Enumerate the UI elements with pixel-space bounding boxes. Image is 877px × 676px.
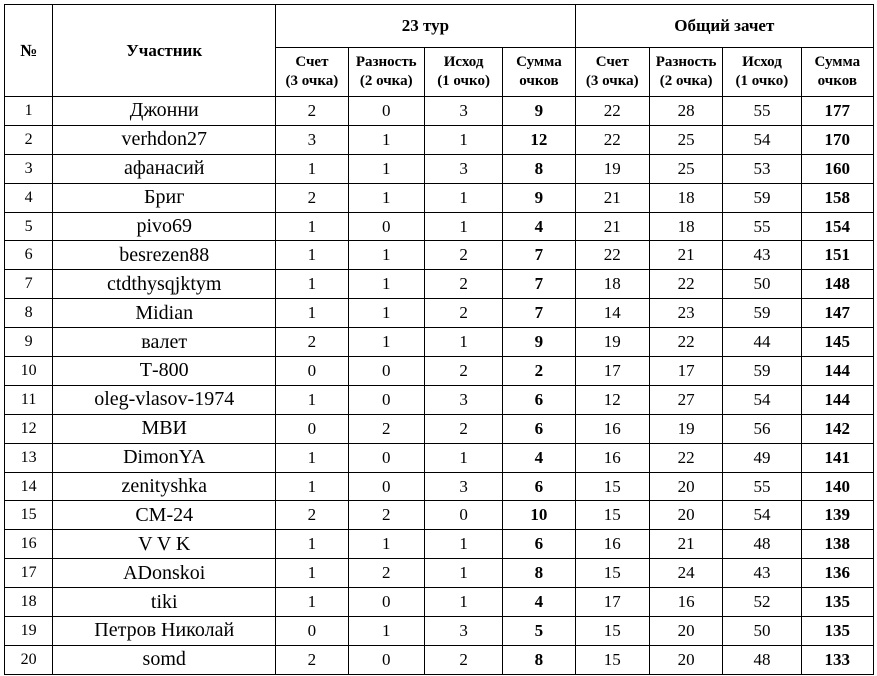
cell-overall-outcome: 56 bbox=[723, 414, 801, 443]
cell-number: 3 bbox=[5, 154, 53, 183]
cell-overall-outcome: 59 bbox=[723, 299, 801, 328]
subheader-overall-col-3 bbox=[723, 48, 801, 97]
cell-round-total: 6 bbox=[503, 530, 575, 559]
cell-round-total: 6 bbox=[503, 385, 575, 414]
subheader-line1: Исход bbox=[443, 54, 484, 70]
cell-overall-total: 144 bbox=[801, 357, 873, 386]
cell-overall-outcome: 55 bbox=[723, 97, 801, 126]
cell-number: 16 bbox=[5, 530, 53, 559]
cell-round-score: 2 bbox=[276, 328, 348, 357]
cell-participant: валет bbox=[53, 328, 276, 357]
table-row bbox=[5, 328, 874, 357]
cell-overall-score: 16 bbox=[575, 414, 649, 443]
subheader-line1: Сумма bbox=[516, 54, 562, 70]
cell-overall-score: 21 bbox=[575, 183, 649, 212]
cell-overall-outcome: 54 bbox=[723, 501, 801, 530]
cell-round-total: 7 bbox=[503, 241, 575, 270]
cell-overall-diff: 16 bbox=[649, 588, 722, 617]
cell-overall-outcome: 52 bbox=[723, 588, 801, 617]
cell-overall-diff: 24 bbox=[649, 559, 722, 588]
cell-round-outcome: 2 bbox=[424, 645, 502, 674]
cell-round-diff: 0 bbox=[348, 385, 424, 414]
cell-round-diff: 2 bbox=[348, 501, 424, 530]
cell-number: 4 bbox=[5, 183, 53, 212]
cell-overall-total: 145 bbox=[801, 328, 873, 357]
cell-round-outcome: 1 bbox=[424, 559, 502, 588]
cell-participant: Петров Николай bbox=[53, 617, 276, 646]
cell-round-score: 1 bbox=[276, 154, 348, 183]
cell-overall-score: 18 bbox=[575, 270, 649, 299]
table-row bbox=[5, 299, 874, 328]
cell-overall-score: 15 bbox=[575, 645, 649, 674]
subheader-line2: очков bbox=[519, 73, 559, 89]
cell-round-outcome: 1 bbox=[424, 328, 502, 357]
cell-overall-score: 15 bbox=[575, 559, 649, 588]
cell-round-diff: 1 bbox=[348, 617, 424, 646]
cell-round-total: 4 bbox=[503, 588, 575, 617]
cell-overall-diff: 22 bbox=[649, 443, 722, 472]
table-row bbox=[5, 501, 874, 530]
cell-round-total: 7 bbox=[503, 270, 575, 299]
cell-number: 8 bbox=[5, 299, 53, 328]
cell-round-outcome: 2 bbox=[424, 270, 502, 299]
header-round: 23 тур bbox=[276, 5, 575, 48]
cell-participant: V V K bbox=[53, 530, 276, 559]
cell-round-score: 1 bbox=[276, 385, 348, 414]
cell-overall-outcome: 59 bbox=[723, 183, 801, 212]
cell-round-diff: 0 bbox=[348, 443, 424, 472]
cell-round-outcome: 1 bbox=[424, 183, 502, 212]
subheader-line1: Счет bbox=[295, 54, 329, 70]
cell-overall-total: 135 bbox=[801, 617, 873, 646]
cell-overall-total: 140 bbox=[801, 472, 873, 501]
cell-round-score: 1 bbox=[276, 212, 348, 241]
cell-round-total: 10 bbox=[503, 501, 575, 530]
cell-round-diff: 0 bbox=[348, 645, 424, 674]
cell-round-score: 2 bbox=[276, 97, 348, 126]
cell-overall-diff: 20 bbox=[649, 617, 722, 646]
subheader-overall-col-1 bbox=[575, 48, 649, 97]
cell-overall-total: 151 bbox=[801, 241, 873, 270]
cell-round-diff: 1 bbox=[348, 328, 424, 357]
cell-overall-outcome: 44 bbox=[723, 328, 801, 357]
cell-round-diff: 1 bbox=[348, 270, 424, 299]
cell-participant: verhdon27 bbox=[53, 125, 276, 154]
cell-number: 18 bbox=[5, 588, 53, 617]
cell-overall-outcome: 54 bbox=[723, 125, 801, 154]
cell-overall-score: 16 bbox=[575, 530, 649, 559]
cell-overall-score: 19 bbox=[575, 328, 649, 357]
cell-participant: Midian bbox=[53, 299, 276, 328]
cell-overall-outcome: 55 bbox=[723, 212, 801, 241]
cell-round-outcome: 3 bbox=[424, 385, 502, 414]
cell-overall-outcome: 48 bbox=[723, 530, 801, 559]
cell-round-total: 6 bbox=[503, 414, 575, 443]
cell-round-outcome: 2 bbox=[424, 241, 502, 270]
cell-round-outcome: 1 bbox=[424, 125, 502, 154]
header-overall: Общий зачет bbox=[575, 5, 873, 48]
cell-overall-outcome: 50 bbox=[723, 270, 801, 299]
cell-round-score: 2 bbox=[276, 183, 348, 212]
cell-round-diff: 1 bbox=[348, 154, 424, 183]
standings-table bbox=[4, 4, 874, 675]
cell-participant: афанасий bbox=[53, 154, 276, 183]
cell-round-score: 1 bbox=[276, 299, 348, 328]
cell-round-score: 0 bbox=[276, 357, 348, 386]
cell-round-diff: 0 bbox=[348, 588, 424, 617]
subheader-line2: (2 очка) bbox=[659, 73, 713, 89]
table-row bbox=[5, 241, 874, 270]
cell-round-total: 9 bbox=[503, 183, 575, 212]
cell-number: 11 bbox=[5, 385, 53, 414]
cell-overall-diff: 25 bbox=[649, 125, 722, 154]
cell-participant: somd bbox=[53, 645, 276, 674]
cell-overall-score: 17 bbox=[575, 588, 649, 617]
cell-overall-diff: 18 bbox=[649, 212, 722, 241]
cell-round-score: 3 bbox=[276, 125, 348, 154]
cell-round-outcome: 2 bbox=[424, 299, 502, 328]
cell-overall-diff: 20 bbox=[649, 472, 722, 501]
cell-participant: Бриг bbox=[53, 183, 276, 212]
cell-round-outcome: 3 bbox=[424, 97, 502, 126]
cell-overall-diff: 21 bbox=[649, 241, 722, 270]
cell-round-diff: 0 bbox=[348, 212, 424, 241]
cell-round-total: 4 bbox=[503, 443, 575, 472]
cell-number: 19 bbox=[5, 617, 53, 646]
subheader-line1: Счет bbox=[595, 54, 629, 70]
table-row bbox=[5, 212, 874, 241]
cell-round-diff: 0 bbox=[348, 97, 424, 126]
header-number: № bbox=[5, 5, 53, 97]
cell-overall-total: 148 bbox=[801, 270, 873, 299]
cell-round-total: 2 bbox=[503, 357, 575, 386]
cell-round-score: 1 bbox=[276, 530, 348, 559]
cell-round-outcome: 3 bbox=[424, 472, 502, 501]
cell-overall-total: 136 bbox=[801, 559, 873, 588]
cell-overall-diff: 27 bbox=[649, 385, 722, 414]
cell-overall-total: 138 bbox=[801, 530, 873, 559]
cell-round-total: 9 bbox=[503, 97, 575, 126]
subheader-round-col-1 bbox=[276, 48, 348, 97]
cell-number: 15 bbox=[5, 501, 53, 530]
subheader-line2: очков bbox=[817, 73, 857, 89]
subheader-line1: Исход bbox=[742, 54, 782, 70]
cell-overall-total: 139 bbox=[801, 501, 873, 530]
cell-overall-diff: 19 bbox=[649, 414, 722, 443]
cell-participant: ADonskoi bbox=[53, 559, 276, 588]
cell-round-diff: 1 bbox=[348, 241, 424, 270]
cell-overall-total: 160 bbox=[801, 154, 873, 183]
table-row bbox=[5, 645, 874, 674]
cell-round-total: 6 bbox=[503, 472, 575, 501]
cell-overall-score: 17 bbox=[575, 357, 649, 386]
table-row bbox=[5, 588, 874, 617]
cell-round-outcome: 2 bbox=[424, 357, 502, 386]
cell-overall-score: 19 bbox=[575, 154, 649, 183]
table-row bbox=[5, 385, 874, 414]
cell-overall-score: 22 bbox=[575, 241, 649, 270]
cell-round-outcome: 1 bbox=[424, 530, 502, 559]
subheader-line2: (3 очка) bbox=[285, 73, 339, 89]
cell-round-diff: 2 bbox=[348, 559, 424, 588]
table-row bbox=[5, 270, 874, 299]
cell-number: 7 bbox=[5, 270, 53, 299]
cell-round-diff: 2 bbox=[348, 414, 424, 443]
cell-overall-diff: 20 bbox=[649, 645, 722, 674]
subheader-overall-col-2 bbox=[649, 48, 722, 97]
cell-overall-total: 177 bbox=[801, 97, 873, 126]
cell-round-outcome: 1 bbox=[424, 588, 502, 617]
cell-participant: Джонни bbox=[53, 97, 276, 126]
subheader-overall-col-4 bbox=[801, 48, 873, 97]
header-participant: Участник bbox=[53, 5, 276, 97]
table-row bbox=[5, 97, 874, 126]
cell-participant: ctdthysqjktym bbox=[53, 270, 276, 299]
cell-overall-outcome: 48 bbox=[723, 645, 801, 674]
cell-overall-total: 147 bbox=[801, 299, 873, 328]
cell-overall-outcome: 53 bbox=[723, 154, 801, 183]
cell-number: 12 bbox=[5, 414, 53, 443]
subheader-line1: Разность bbox=[355, 54, 417, 70]
cell-number: 1 bbox=[5, 97, 53, 126]
cell-overall-score: 14 bbox=[575, 299, 649, 328]
cell-participant: DimonYA bbox=[53, 443, 276, 472]
subheader-round-col-4 bbox=[503, 48, 575, 97]
cell-round-outcome: 2 bbox=[424, 414, 502, 443]
cell-round-diff: 1 bbox=[348, 299, 424, 328]
cell-overall-total: 141 bbox=[801, 443, 873, 472]
cell-overall-outcome: 50 bbox=[723, 617, 801, 646]
cell-overall-total: 170 bbox=[801, 125, 873, 154]
table-row bbox=[5, 154, 874, 183]
table-row bbox=[5, 125, 874, 154]
cell-participant: zenityshka bbox=[53, 472, 276, 501]
cell-overall-score: 15 bbox=[575, 617, 649, 646]
cell-round-diff: 1 bbox=[348, 125, 424, 154]
table-row bbox=[5, 617, 874, 646]
cell-participant: besrezen88 bbox=[53, 241, 276, 270]
table-row bbox=[5, 414, 874, 443]
cell-participant: МВИ bbox=[53, 414, 276, 443]
cell-round-outcome: 3 bbox=[424, 617, 502, 646]
cell-round-score: 1 bbox=[276, 241, 348, 270]
cell-round-diff: 0 bbox=[348, 357, 424, 386]
cell-round-score: 0 bbox=[276, 617, 348, 646]
cell-overall-diff: 25 bbox=[649, 154, 722, 183]
cell-overall-diff: 28 bbox=[649, 97, 722, 126]
cell-round-diff: 1 bbox=[348, 183, 424, 212]
table-row bbox=[5, 530, 874, 559]
cell-round-total: 5 bbox=[503, 617, 575, 646]
table-row bbox=[5, 559, 874, 588]
cell-round-score: 2 bbox=[276, 645, 348, 674]
cell-round-total: 9 bbox=[503, 328, 575, 357]
cell-round-score: 0 bbox=[276, 414, 348, 443]
cell-overall-diff: 21 bbox=[649, 530, 722, 559]
table-row bbox=[5, 357, 874, 386]
cell-overall-diff: 23 bbox=[649, 299, 722, 328]
cell-overall-total: 144 bbox=[801, 385, 873, 414]
cell-overall-diff: 22 bbox=[649, 328, 722, 357]
cell-overall-outcome: 55 bbox=[723, 472, 801, 501]
cell-round-score: 1 bbox=[276, 559, 348, 588]
cell-round-diff: 0 bbox=[348, 472, 424, 501]
cell-number: 6 bbox=[5, 241, 53, 270]
cell-participant: pivo69 bbox=[53, 212, 276, 241]
subheader-line2: (3 очка) bbox=[585, 73, 639, 89]
table-row bbox=[5, 183, 874, 212]
cell-round-total: 12 bbox=[503, 125, 575, 154]
cell-round-outcome: 1 bbox=[424, 212, 502, 241]
cell-round-score: 1 bbox=[276, 443, 348, 472]
cell-overall-score: 22 bbox=[575, 97, 649, 126]
cell-overall-diff: 22 bbox=[649, 270, 722, 299]
subheader-round-col-2 bbox=[348, 48, 424, 97]
cell-overall-diff: 18 bbox=[649, 183, 722, 212]
cell-round-score: 2 bbox=[276, 501, 348, 530]
cell-participant: oleg-vlasov-1974 bbox=[53, 385, 276, 414]
subheader-round-col-3 bbox=[424, 48, 502, 97]
cell-round-outcome: 3 bbox=[424, 154, 502, 183]
cell-number: 17 bbox=[5, 559, 53, 588]
cell-round-diff: 1 bbox=[348, 530, 424, 559]
cell-overall-outcome: 59 bbox=[723, 357, 801, 386]
cell-overall-score: 22 bbox=[575, 125, 649, 154]
cell-overall-total: 133 bbox=[801, 645, 873, 674]
cell-number: 2 bbox=[5, 125, 53, 154]
subheader-line1: Сумма bbox=[814, 54, 861, 70]
cell-overall-total: 135 bbox=[801, 588, 873, 617]
cell-overall-outcome: 54 bbox=[723, 385, 801, 414]
cell-overall-diff: 17 bbox=[649, 357, 722, 386]
cell-overall-total: 154 bbox=[801, 212, 873, 241]
cell-overall-total: 142 bbox=[801, 414, 873, 443]
cell-participant: CM-24 bbox=[53, 501, 276, 530]
cell-round-total: 4 bbox=[503, 212, 575, 241]
cell-round-total: 8 bbox=[503, 154, 575, 183]
subheader-line1: Разность bbox=[655, 54, 717, 70]
cell-overall-outcome: 43 bbox=[723, 559, 801, 588]
subheader-line2: (1 очко) bbox=[735, 73, 789, 89]
cell-number: 14 bbox=[5, 472, 53, 501]
cell-number: 5 bbox=[5, 212, 53, 241]
cell-participant: Т-800 bbox=[53, 357, 276, 386]
cell-participant: tiki bbox=[53, 588, 276, 617]
cell-number: 20 bbox=[5, 645, 53, 674]
subheader-line2: (2 очка) bbox=[359, 73, 413, 89]
cell-overall-diff: 20 bbox=[649, 501, 722, 530]
subheader-line2: (1 очко) bbox=[437, 73, 490, 89]
cell-overall-score: 16 bbox=[575, 443, 649, 472]
cell-overall-score: 15 bbox=[575, 472, 649, 501]
cell-number: 9 bbox=[5, 328, 53, 357]
table-row bbox=[5, 443, 874, 472]
cell-overall-score: 21 bbox=[575, 212, 649, 241]
cell-overall-score: 15 bbox=[575, 501, 649, 530]
cell-round-total: 8 bbox=[503, 559, 575, 588]
cell-overall-score: 12 bbox=[575, 385, 649, 414]
table-row bbox=[5, 472, 874, 501]
cell-round-score: 1 bbox=[276, 588, 348, 617]
cell-round-score: 1 bbox=[276, 270, 348, 299]
cell-round-outcome: 1 bbox=[424, 443, 502, 472]
cell-overall-outcome: 43 bbox=[723, 241, 801, 270]
cell-number: 13 bbox=[5, 443, 53, 472]
cell-number: 10 bbox=[5, 357, 53, 386]
cell-round-total: 8 bbox=[503, 645, 575, 674]
cell-overall-total: 158 bbox=[801, 183, 873, 212]
cell-overall-outcome: 49 bbox=[723, 443, 801, 472]
cell-round-score: 1 bbox=[276, 472, 348, 501]
cell-round-outcome: 0 bbox=[424, 501, 502, 530]
cell-round-total: 7 bbox=[503, 299, 575, 328]
